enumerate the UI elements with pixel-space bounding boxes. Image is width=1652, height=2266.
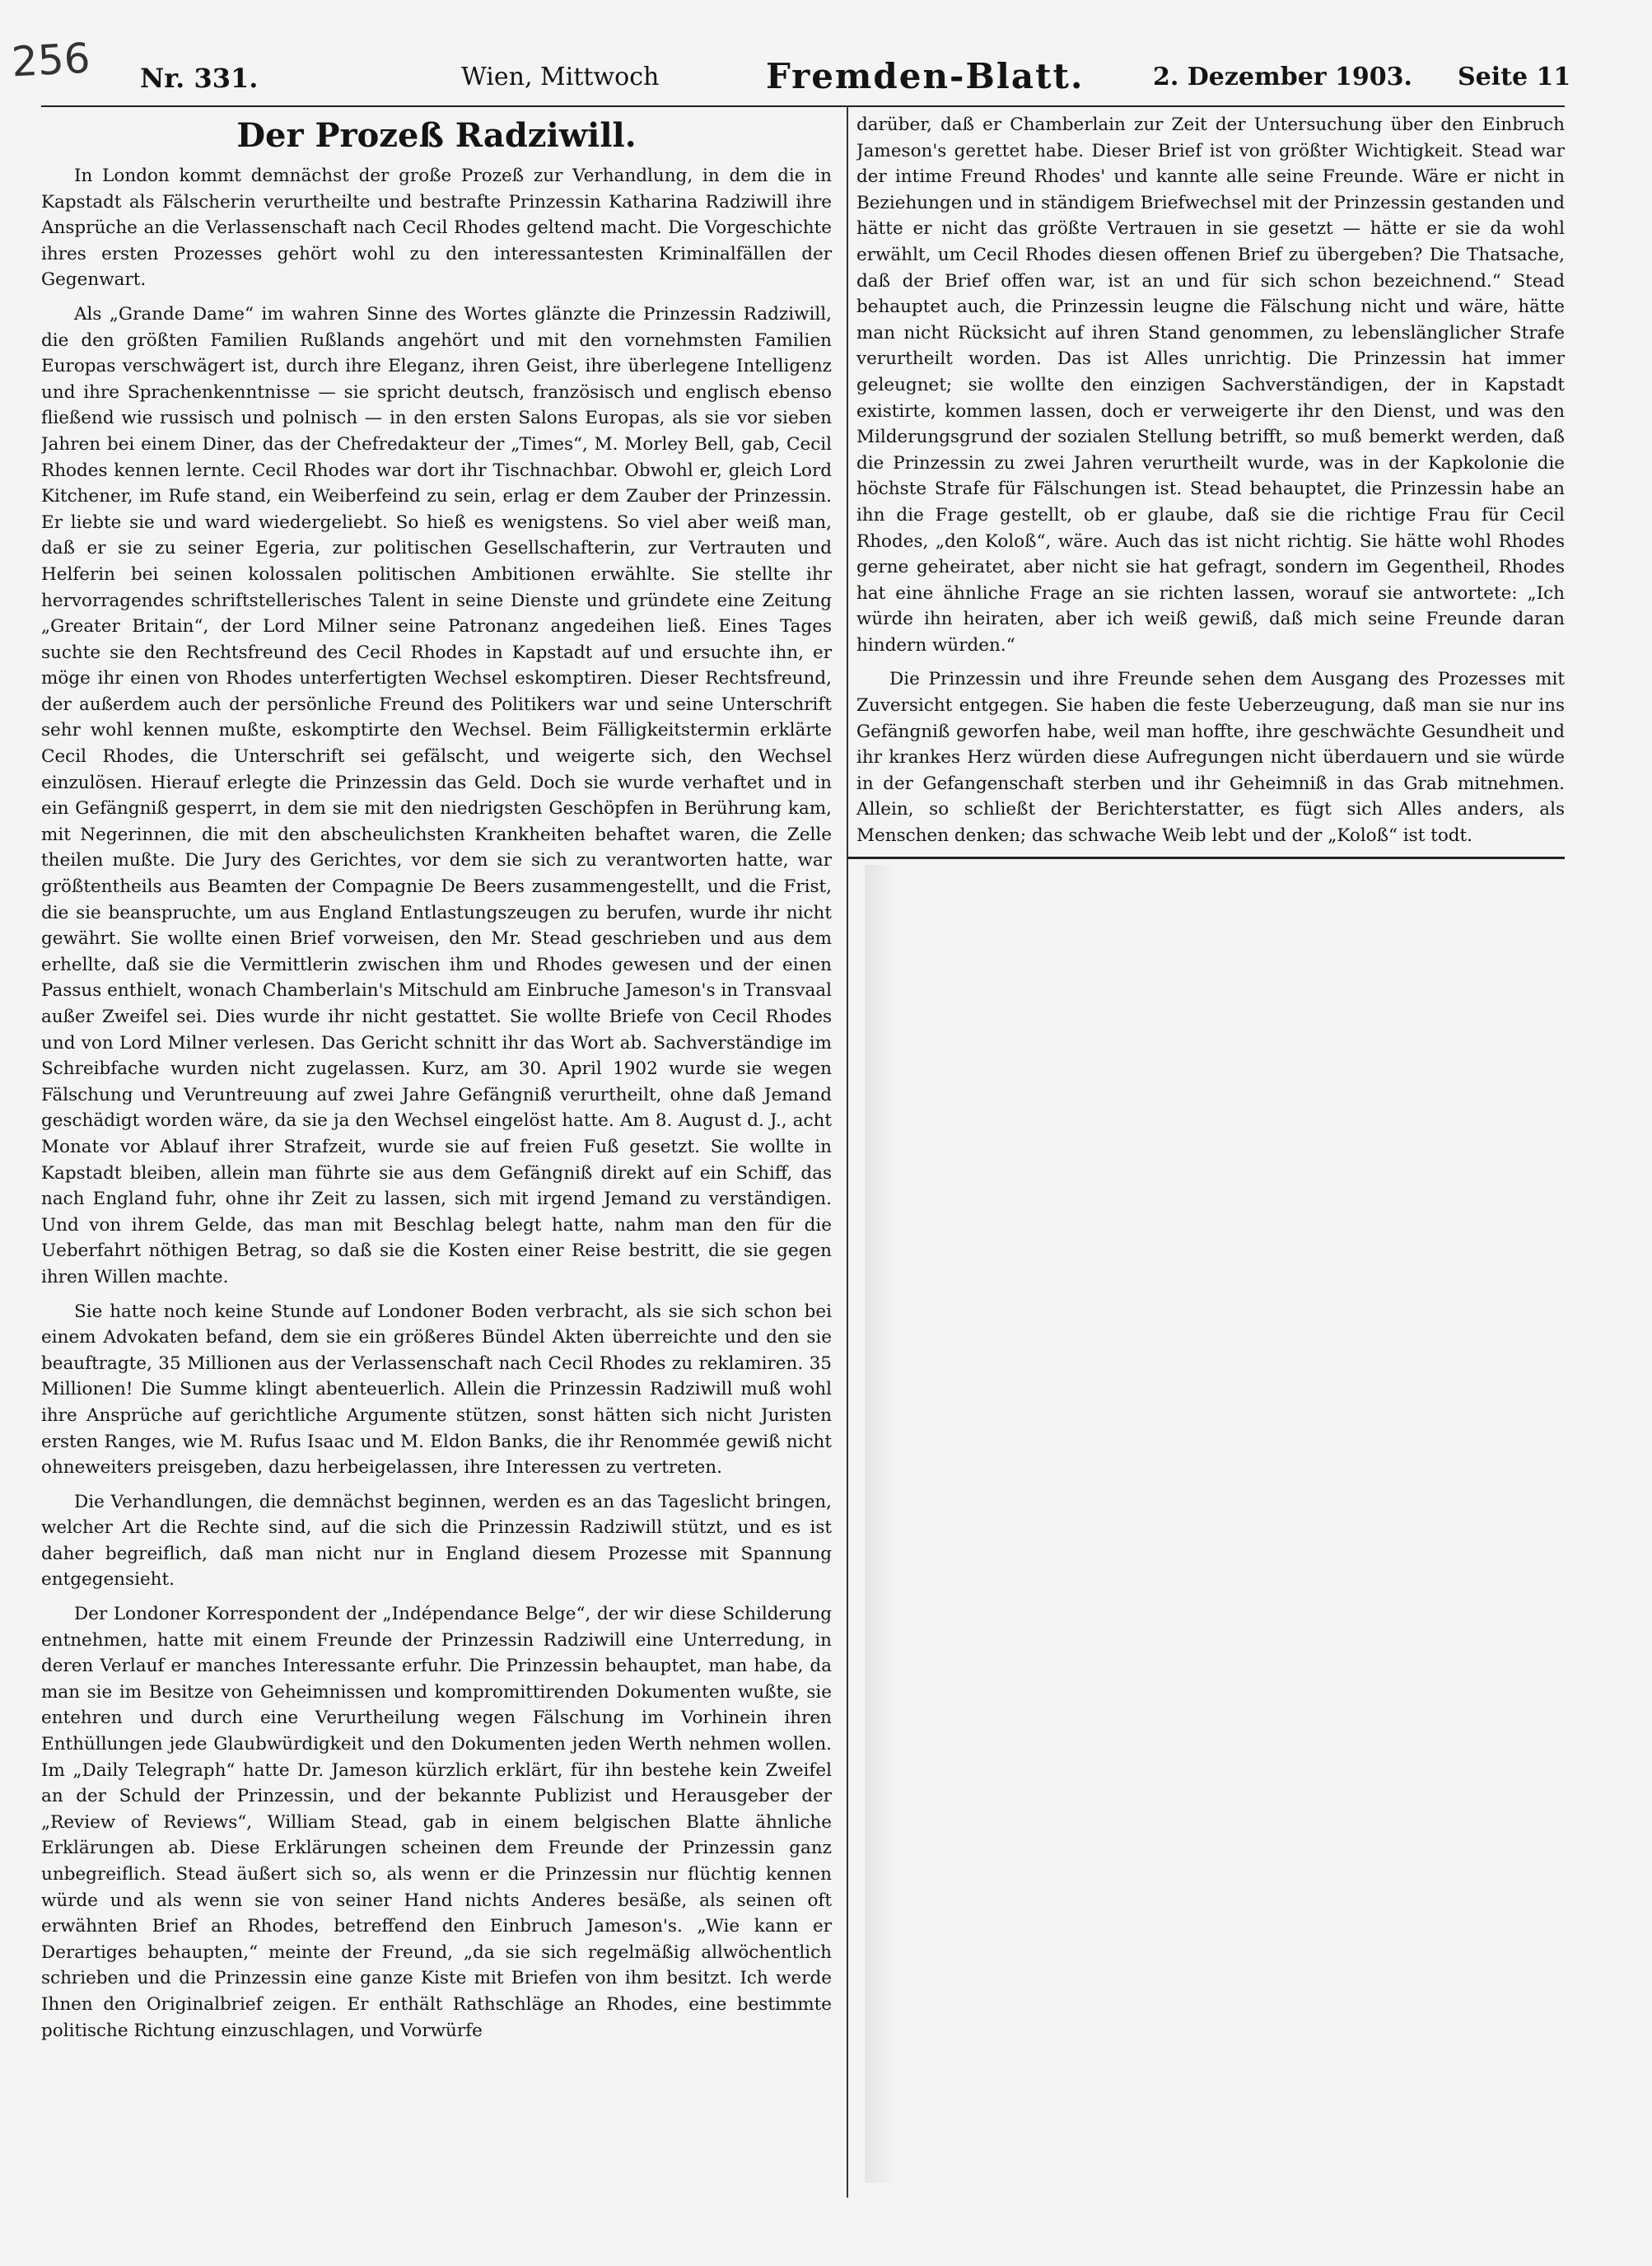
- issue-date: 2. Dezember 1903.: [1153, 63, 1412, 91]
- place-and-day: Wien, Mittwoch: [461, 63, 660, 91]
- paragraph: Die Verhandlungen, die demnächst beginnen, werden es an das Tageslicht bringen, welcher Art die Rechte sind, auf die sich die Prinzessin Radziwill stützt, und es ist daher begreiflich, daß man nicht nur in England diesem Prozesse mit Spannung entgegensieht.: [41, 1491, 832, 1591]
- scan-shadow: [865, 865, 898, 2183]
- paragraph: In London kommt demnächst der große Prozeß zur Verhandlung, in dem die in Kapstadt als Fälscherin verurtheilte und bestrafte Prinzessin Katharina Radziwill ihre Ansprüche an die Verlassenschaft nach Cecil Rhodes geltend macht. Die Vorgeschichte ihres ersten Prozesses gehört wohl zu den interessantesten Kriminalfällen der Gegenwart.: [41, 166, 832, 291]
- paragraph: Als „Grande Dame“ im wahren Sinne des Wortes glänzte die Prinzessin Radziwill, die den größten Familien Rußlands angehört und mit den vornehmsten Familien Europas verschwägert ist, durch ihre Eleganz, ihren Geist, ihre überlegene Intelligenz und ihre Sprachenkenntnisse — sie spricht deutsch, französisch und englisch ebenso fließend wie russisch und polnisch — in den ersten Salons Europas, als sie vor sieben Jahren bei einem Diner, das der Chefredakteur der „Times“, M. Morley Bell, gab, Cecil Rhodes kennen lernte. Cecil Rhodes war dort ihr Tischnachbar. Obwohl er, gleich Lord Kitchener, im Rufe stand, ein Weiberfeind zu sein, erlag er dem Zauber der Prinzessin. Er liebte sie und ward wiedergeliebt. So hieß es wenigstens. So viel aber weiß man, daß er sie zu seiner Egeria, zur politischen Gesellschafterin, zur Vertrauten und Helferin bei seinen kolossalen politischen Ambitionen erwählte. Sie stellte ihr hervorragendes schriftstellerisches Talent in seine Dienste und gründete eine Zeitung „Greater Britain“, der Lord Milner seine Patronanz angedeihen ließ. Eines Tages suchte sie den Rechtsfreund des Cecil Rhodes in Kapstadt auf und ersuchte ihn, er möge ihr einen von Rhodes unterfertigten Wechsel eskomptiren. Dieser Rechtsfreund, der außerdem auch der persönliche Freund des Politikers war und seine Unterschrift sehr wohl kennen mußte, eskomptirte den Wechsel. Beim Fälligkeitstermin erklärte Cecil Rhodes, die Unterschrift sei gefälscht, und weigerte sich, den Wechsel einzulösen. Hierauf erlegte die Prinzessin das Geld. Doch sie wurde verhaftet und in ein Gefängniß gesperrt, in dem sie mit den niedrigsten Geschöpfen in Berührung kam, mit Negerinnen, die mit den abscheulichsten Krankheiten behaftet waren, die Zelle theilen mußte. Die Jury des Gerichtes, vor dem sie sich zu verantworten hatte, war größtentheils aus Beamten der Compagnie De Beers zusammengestellt, und die Frist, die sie beanspruchte, um aus England Entlastungszeugen zu berufen, wurde ihr nicht gewährt. Sie wollte einen Brief vorweisen, den Mr. Stead geschrieben und aus dem erhellte, daß sie die Vermittlerin zwischen ihm und Rhodes gewesen und der einen Passus enthielt, wonach Chamberlain's Mitschuld am Einbruche Jameson's in Transvaal außer Zweifel sei. Dies wurde ihr nicht gestattet. Sie wollte Briefe von Cecil Rhodes und von Lord Milner verlesen. Das Gericht schnitt ihr das Wort ab. Sachverständige im Schreibfache wurden nicht zugelassen. Kurz, am 30. April 1902 wurde sie wegen Fälschung und Veruntreuung auf zwei Jahre Gefängniß verurtheilt, ohne daß Jemand geschädigt worden wäre, da sie ja den Wechsel eingelöst hatte. Am 8. August d. J., acht Monate vor Ablauf ihrer Strafzeit, wurde sie auf freien Fuß gesetzt. Sie wollte in Kapstadt bleiben, allein man führte sie aus dem Gefängniß direkt auf ein Schiff, das nach England fuhr, ohne ihr Zeit zu lassen, sich mit irgend Jemand zu verständigen. Und von ihrem Gelde, das man mit Beschlag belegt hatte, nahm man den für die Ueberfahrt nöthigen Betrag, so daß sie die Kosten einer Reise bestritt, die sie gegen ihren Willen machte.: [41, 303, 832, 1287]
- paragraph: darüber, daß er Chamberlain zur Zeit der Untersuchung über den Einbruch Jameson's gerettet habe. Dieser Brief ist von größter Wichtigkeit. Stead war der intime Freund Rhodes' und kannte alle seine Freunde. Wäre er nicht in Beziehungen und in ständigem Briefwechsel mit der Prinzessin gestanden und hätte er nicht das größte Vertrauen in sie gesetzt — hätte er sie da wohl erwählt, um Cecil Rhodes diesen offenen Brief zu übergeben? Die Thatsache, daß der Brief offen war, ist an und für sich schon bezeichnend.“ Stead behauptet auch, die Prinzessin leugne die Fälschung nicht und wäre, hätte man nicht Rücksicht auf ihren Stand genommen, zu lebenslänglicher Strafe verurtheilt worden. Das ist Alles unrichtig. Die Prinzessin hat immer geleugnet; sie wollte den einzigen Sachverständigen, der in Kapstadt existirte, kommen lassen, doch er verweigerte ihr den Dienst, und was den Milderungsgrund der sozialen Stellung betrifft, so muß bemerkt werden, daß die Prinzessin zu zwei Jahren verurtheilt wurde, was in der Kapkolonie die höchste Strafe für Fälschungen ist. Stead behauptet, die Prinzessin habe an ihn die Frage gestellt, ob er glaube, daß sie die richtige Frau für Cecil Rhodes, „den Koloß“, wäre. Auch das ist nicht richtig. Sie hätte wohl Rhodes gerne geheiratet, aber nicht sie hat gefragt, sondern im Gegentheil, Rhodes hat eine ähnliche Frage an sie richten lassen, worauf sie antwortete: „Ich würde ihn heiraten, aber ich weiß gewiß, daß mich seine Freunde daran hindern würden.“: [856, 114, 1565, 656]
- page-number: Seite 11: [1458, 63, 1571, 91]
- newspaper-name: Fremden-Blatt.: [766, 56, 1085, 96]
- paragraph: Sie hatte noch keine Stunde auf Londoner Boden verbracht, als sie sich schon bei einem Advokaten befand, dem sie ein größeres Bündel Akten überreichte und den sie beauftragte, 35 Millionen aus der Verlassenschaft nach Cecil Rhodes zu reklamiren. 35 Millionen! Die Summe klingt abenteuerlich. Allein die Prinzessin Radziwill muß wohl ihre Ansprüche auf gerichtliche Argumente stützen, sonst hätten sich nicht Juristen ersten Ranges, wie M. Rufus Isaac und M. Eldon Banks, die ihr Renommée gewiß nicht ohneweiters preisgeben, dazu herbeigelassen, ihre Interessen zu vertreten.: [41, 1301, 832, 1479]
- left-column: [41, 115, 832, 2191]
- column-divider: [847, 105, 848, 2198]
- masthead: [58, 49, 1606, 107]
- paragraph: Der Londoner Korrespondent der „Indépendance Belge“, der wir diese Schilderung entnehmen, hatte mit einem Freunde der Prinzessin Radziwill eine Unterredung, in deren Verlauf er manches Interessante erfuhr. Die Prinzessin behauptet, man habe, da man sie im Besitze von Geheimnissen und kompromittirenden Dokumenten wußte, sie entehren und durch eine Verurtheilung wegen Fälschung im Vorhinein ihren Enthüllungen jede Glaubwürdigkeit und den Dokumenten jeden Werth nehmen wollen. Im „Daily Telegraph“ hatte Dr. Jameson kürzlich erklärt, für ihn bestehe kein Zweifel an der Schuld der Prinzessin, und der bekannte Publizist und Herausgeber der „Review of Reviews“, William Stead, gab in einem belgischen Blatte ähnliche Erklärungen ab. Diese Erklärungen scheinen dem Freunde der Prinzessin ganz unbegreiflich. Stead äußert sich so, als wenn er die Prinzessin nur flüchtig kennen würde und als wenn sie von seiner Hand nichts Anderes besäße, als seinen oft erwähnten Brief an Rhodes, betreffend den Einbruch Jameson's. „Wie kann er Derartiges behaupten,“ meinte der Freund, „da sie sich regelmäßig allwöchentlich schrieben und die Prinzessin eine ganze Kiste mit Briefen von ihm besitzt. Ich werde Ihnen den Originalbrief zeigen. Er enthält Rathschläge an Rhodes, eine bestimmte politische Richtung einzuschlagen, und Vorwürfe: [41, 1604, 832, 2041]
- issue-number: Nr. 331.: [140, 63, 259, 94]
- masthead-rule: [41, 105, 1565, 107]
- handwritten-page-number: 256: [10, 34, 91, 86]
- right-column: [856, 112, 1565, 853]
- paragraph: Die Prinzessin und ihre Freunde sehen dem Ausgang des Prozesses mit Zuversicht entgegen. Sie haben die feste Ueberzeugung, daß man sie nur ins Gefängniß geworfen habe, weil man hoffte, ihre geschwächte Gesundheit und ihr krankes Herz würden diese Aufregungen nicht überdauern und sie würde in der Gefangenschaft sterben und ihr Geheimniß in das Grab mitnehmen. Allein, so schließt der Berichterstatter, es fügt sich Alles anders, als Menschen denken; das schwache Weib lebt und der „Koloß“ ist todt.: [856, 669, 1565, 847]
- article-end-rule: [848, 857, 1565, 859]
- article-title: Der Prozeß Radziwill.: [236, 116, 637, 155]
